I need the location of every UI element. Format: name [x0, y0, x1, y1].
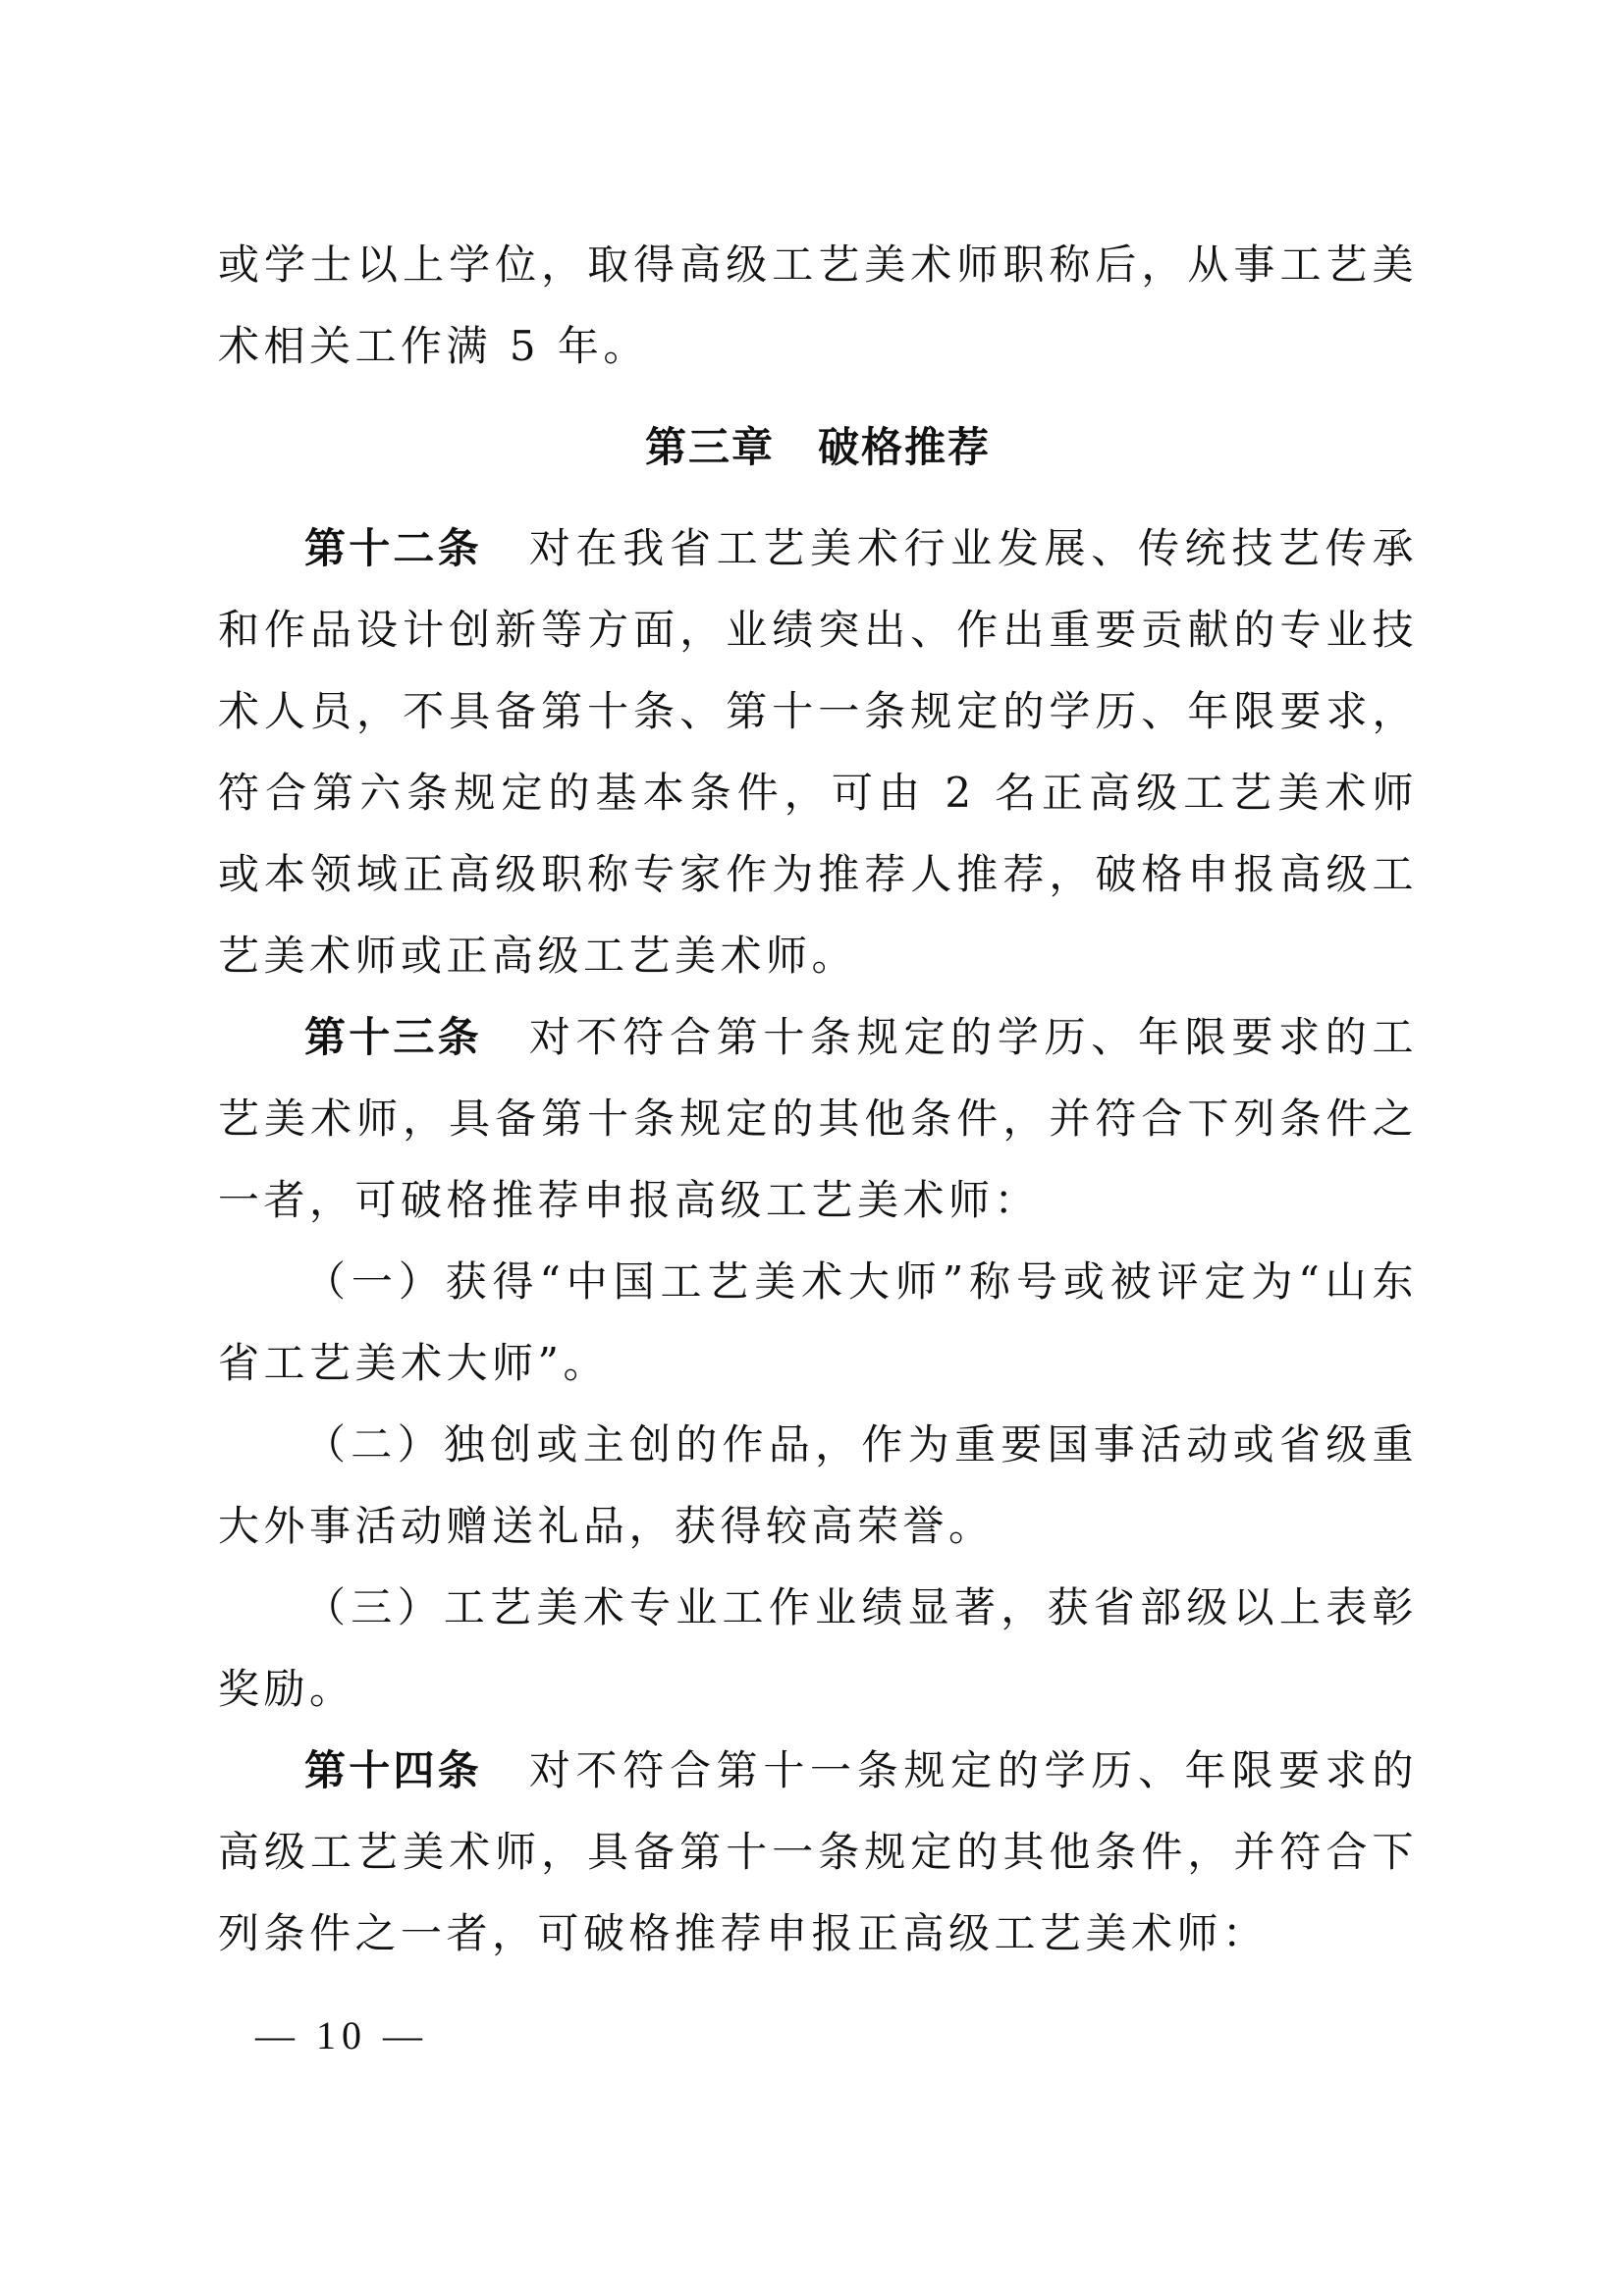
page-number: — 10 —: [255, 2013, 428, 2057]
chapter-number: 第三章: [644, 423, 775, 471]
article-13-item-3: （三）工艺美术专业工作业绩显著，获省部级以上表彰奖励。: [218, 1583, 1418, 1713]
article-12-text: 对在我省工艺美术行业发展、传统技艺传承和作品设计创新等方面，业绩突出、作出重要贡献的专业技术人员，不具备第十条、第十一条规定的学历、年限要求，符合第六条规定的基本条件，可由 2 名正高级工艺美术师或本领域正高级职称专家作为推荐人推荐，破格申报高级工艺美术师或正高级工艺美术师。: [218, 524, 1418, 980]
document-body: [218, 224, 1418, 1974]
article-14-text: 对不符合第十一条规定的学历、年限要求的高级工艺美术师，具备第十一条规定的其他条件，并符合下列条件之一者，可破格推荐申报正高级工艺美术师：: [218, 1746, 1418, 1957]
article-12-number: 第十二条: [304, 524, 482, 572]
article-13-number: 第十三条: [304, 1013, 482, 1061]
chapter-heading: [218, 406, 1418, 488]
article-13: [218, 996, 1418, 1241]
article-14: [218, 1730, 1418, 1974]
article-13-item-1: （一）获得“中国工艺美术大师”称号或被评定为“山东省工艺美术大师”。: [218, 1257, 1418, 1387]
article-13-item-2: （二）独创或主创的作品，作为重要国事活动或省级重大外事活动赠送礼品，获得较高荣誉。: [218, 1420, 1418, 1550]
chapter-title: 破格推荐: [818, 423, 992, 471]
article-14-number: 第十四条: [304, 1746, 482, 1794]
article-12: [218, 507, 1418, 996]
continuation-paragraph: 或学士以上学位，取得高级工艺美术师职称后，从事工艺美术相关工作满 5 年。: [218, 240, 1418, 370]
article-13-text: 对不符合第十条规定的学历、年限要求的工艺美术师，具备第十条规定的其他条件，并符合下列条件之一者，可破格推荐申报高级工艺美术师：: [218, 1013, 1418, 1224]
